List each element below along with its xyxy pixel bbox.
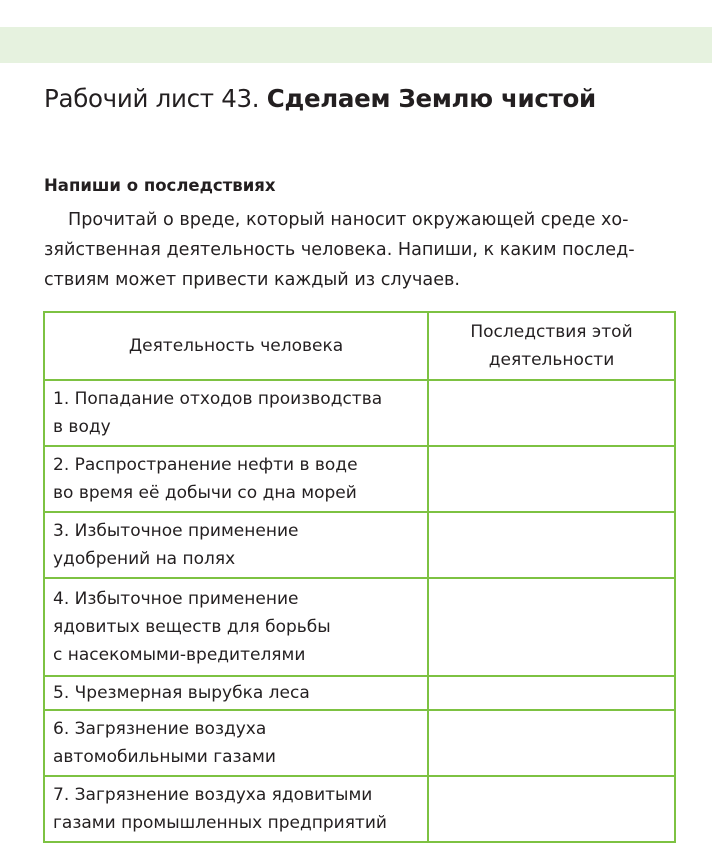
activity-line: 6. Загрязнение воздуха xyxy=(53,719,267,739)
activity-line: 7. Загрязнение воздуха ядовитыми xyxy=(53,785,373,805)
table-row xyxy=(44,512,675,578)
worksheet-title xyxy=(44,82,596,116)
consequence-answer-cell[interactable] xyxy=(428,380,675,446)
table-row xyxy=(44,710,675,776)
activity-line: 4. Избыточное применение xyxy=(53,589,299,609)
table-row xyxy=(44,776,675,842)
consequence-answer-cell[interactable] xyxy=(428,776,675,842)
consequence-answer-cell[interactable] xyxy=(428,676,675,710)
column-header-consequences: Последствия этой деятельности xyxy=(428,312,675,380)
table-row xyxy=(44,676,675,710)
activity-line: 3. Избыточное применение xyxy=(53,521,299,541)
activity-line: 2. Распространение нефти в воде xyxy=(53,455,358,475)
activity-line: с насекомыми-вредителями xyxy=(53,645,306,665)
activity-cell xyxy=(44,380,428,446)
activity-line: удобрений на полях xyxy=(53,549,236,569)
instruction-line: ствиям может привести каждый из случаев. xyxy=(44,270,460,290)
activities-table xyxy=(43,311,676,843)
table-row xyxy=(44,446,675,512)
activity-line: во время её добычи со дна морей xyxy=(53,483,357,503)
activity-cell xyxy=(44,776,428,842)
column-header-activity: Деятельность человека xyxy=(44,312,428,380)
activity-cell xyxy=(44,710,428,776)
activity-cell xyxy=(44,446,428,512)
worksheet-topic: Сделаем Землю чистой xyxy=(266,84,596,113)
table-row xyxy=(44,578,675,676)
activity-line: 1. Попадание отходов производства xyxy=(53,389,383,409)
table-header-row xyxy=(44,312,675,380)
header-band xyxy=(0,27,712,63)
activity-line: 5. Чрезмерная вырубка леса xyxy=(53,683,310,703)
activity-line: ядовитых веществ для борьбы xyxy=(53,617,331,637)
activity-line: газами промышленных предприятий xyxy=(53,813,387,833)
consequence-answer-cell[interactable] xyxy=(428,578,675,676)
consequence-answer-cell[interactable] xyxy=(428,446,675,512)
activity-cell xyxy=(44,676,428,710)
instruction-line: Прочитай о вреде, который наносит окружающей среде хо- xyxy=(68,210,629,230)
consequence-answer-cell[interactable] xyxy=(428,710,675,776)
worksheet-number: Рабочий лист 43. xyxy=(44,84,260,113)
consequence-answer-cell[interactable] xyxy=(428,512,675,578)
activity-cell xyxy=(44,512,428,578)
task-instruction xyxy=(44,205,674,295)
activity-line: в воду xyxy=(53,417,111,437)
activity-cell xyxy=(44,578,428,676)
task-heading: Напиши о последствиях xyxy=(44,176,276,195)
table-row xyxy=(44,380,675,446)
activity-line: автомобильными газами xyxy=(53,747,276,767)
instruction-line: зяйственная деятельность человека. Напиши, к каким послед- xyxy=(44,240,635,260)
